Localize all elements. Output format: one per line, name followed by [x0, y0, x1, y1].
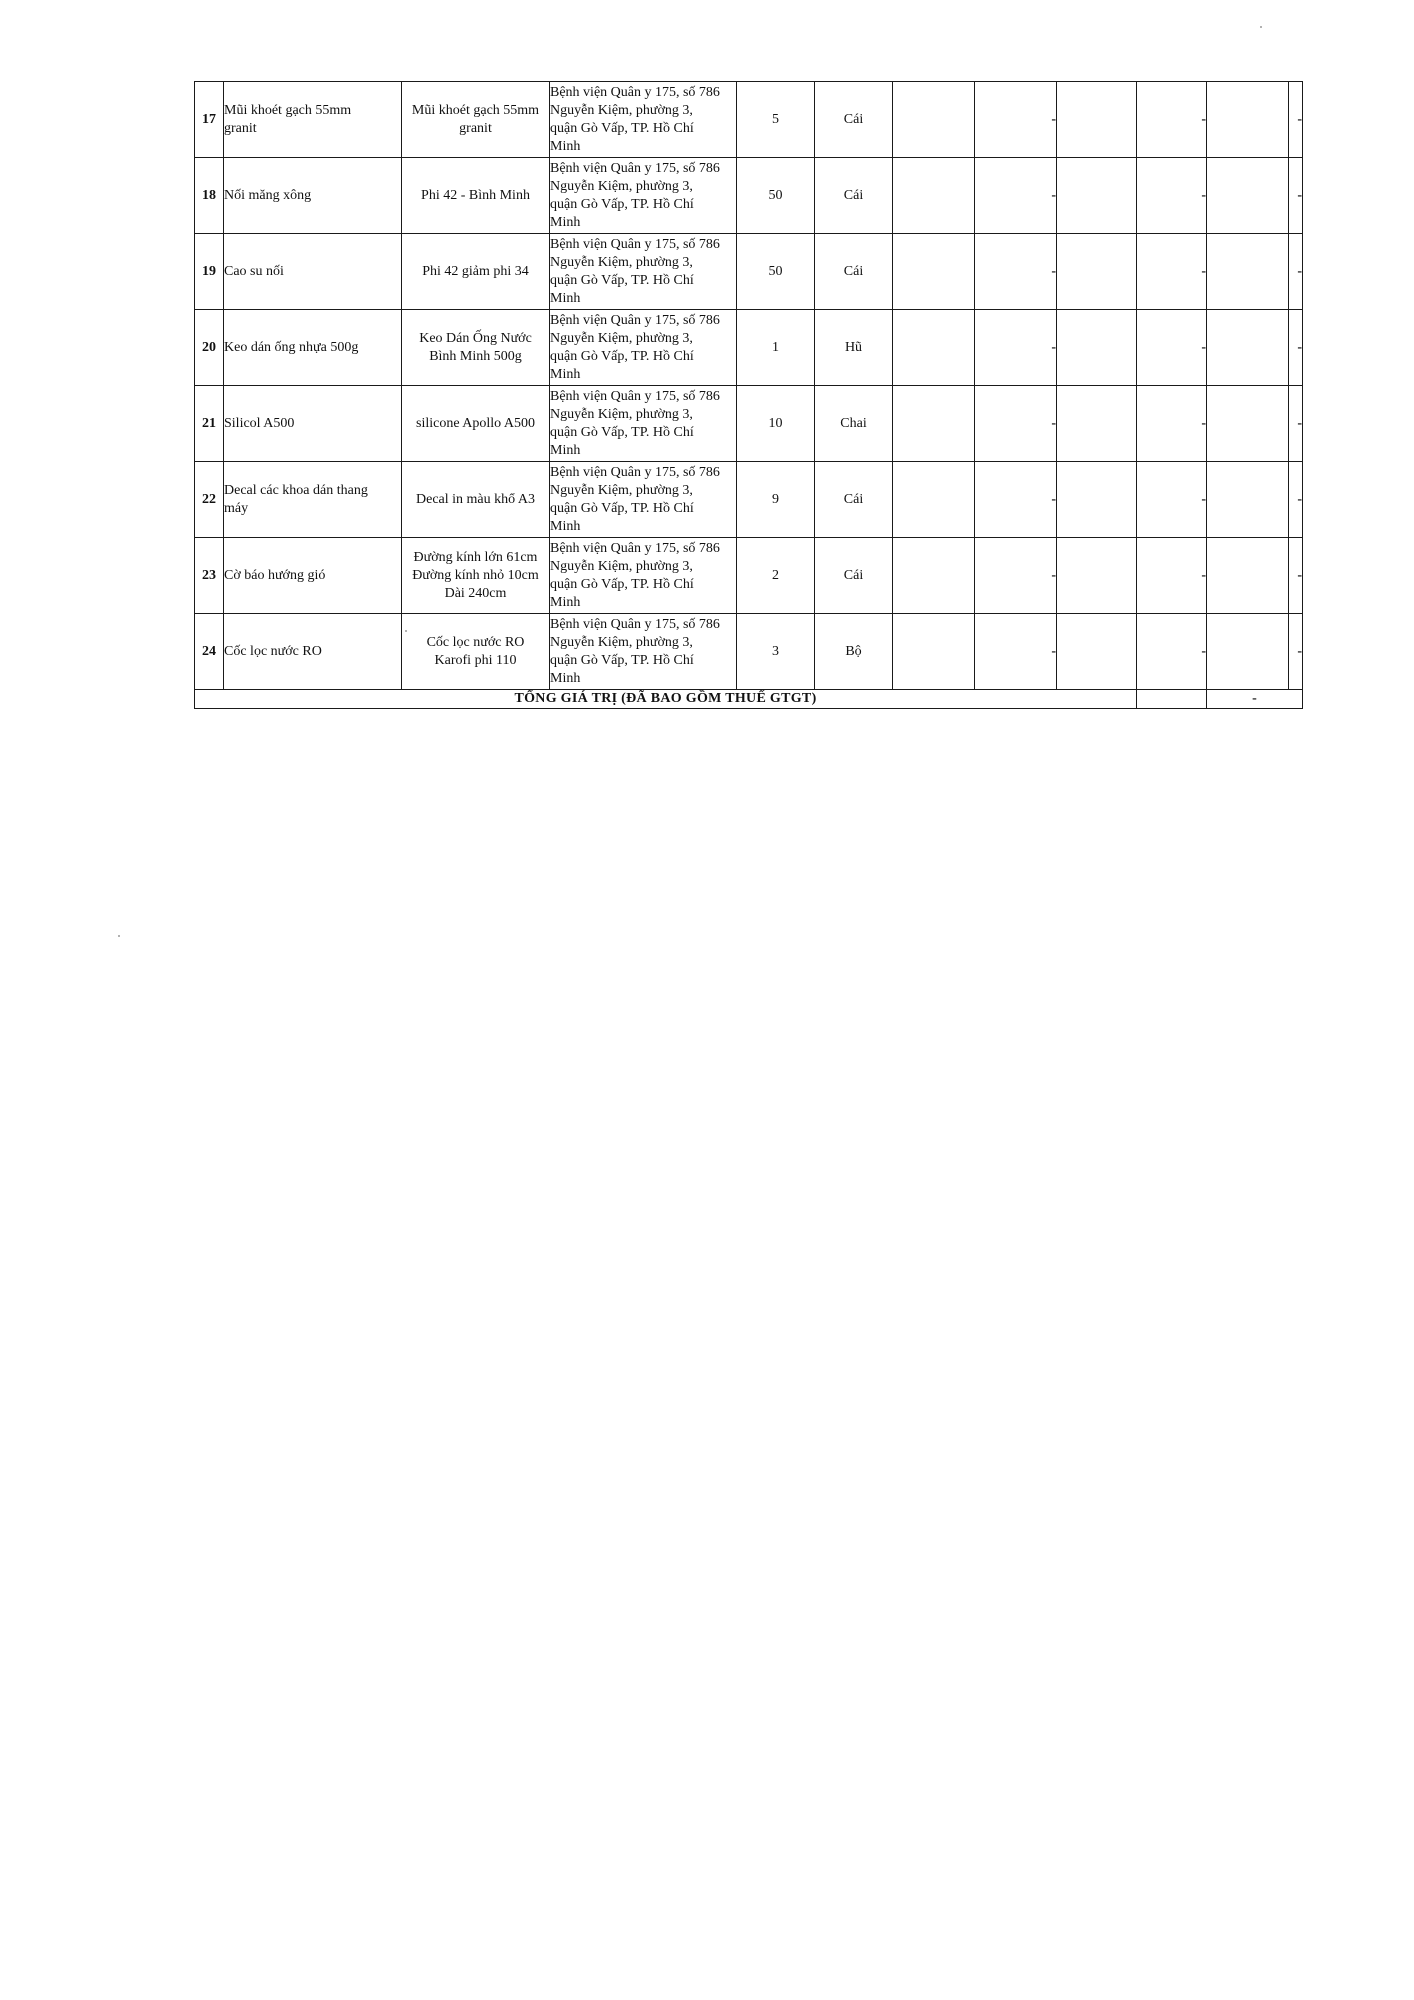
- quotation-table: [194, 81, 1303, 709]
- delivery-address-line: quận Gò Vấp, TP. Hồ Chí: [550, 120, 694, 136]
- delivery-address-line: Bệnh viện Quân y 175, số 786: [550, 312, 720, 328]
- delivery-address-line: quận Gò Vấp, TP. Hồ Chí: [550, 500, 694, 516]
- line-total-cell: [1137, 386, 1207, 462]
- unit-price-dash: -: [1051, 263, 1056, 279]
- table-row: [195, 538, 1303, 614]
- empty-cell: [893, 234, 975, 310]
- unit-price-cell: [975, 310, 1057, 386]
- unit-cell: [815, 538, 893, 614]
- item-spec-line: granit: [459, 120, 492, 136]
- unit-price-cell: [975, 614, 1057, 690]
- unit-cell: [815, 462, 893, 538]
- empty-cell: [1207, 310, 1289, 386]
- delivery-address-line: Nguyễn Kiệm, phường 3,: [550, 634, 693, 650]
- item-name-cell: [224, 310, 402, 386]
- item-spec-cell: [402, 614, 550, 690]
- delivery-address-line: quận Gò Vấp, TP. Hồ Chí: [550, 424, 694, 440]
- empty-cell: [893, 310, 975, 386]
- vat-total-dash: -: [1297, 187, 1302, 203]
- quantity-value: 1: [772, 339, 779, 355]
- delivery-address-line: Bệnh viện Quân y 175, số 786: [550, 84, 720, 100]
- unit-price-cell: [975, 538, 1057, 614]
- item-name-cell: [224, 234, 402, 310]
- unit-cell: [815, 310, 893, 386]
- unit-price-dash: -: [1051, 643, 1056, 659]
- unit-price-dash: -: [1051, 339, 1056, 355]
- vat-total-cell: [1289, 234, 1303, 310]
- item-spec-line: silicone Apollo A500: [416, 415, 535, 431]
- unit-price-cell: [975, 386, 1057, 462]
- quantity-value: 2: [772, 567, 779, 583]
- quantity-cell: [737, 82, 815, 158]
- empty-cell: [1207, 158, 1289, 234]
- quantity-cell: [737, 614, 815, 690]
- empty-cell: [1057, 538, 1137, 614]
- delivery-address-line: Bệnh viện Quân y 175, số 786: [550, 236, 720, 252]
- delivery-address-line: Bệnh viện Quân y 175, số 786: [550, 388, 720, 404]
- delivery-address-line: Nguyễn Kiệm, phường 3,: [550, 406, 693, 422]
- empty-cell: [1207, 614, 1289, 690]
- unit-price-dash: -: [1051, 491, 1056, 507]
- delivery-address-cell: [550, 614, 737, 690]
- quantity-value: 3: [772, 643, 779, 659]
- delivery-address-line: Minh: [550, 518, 581, 534]
- line-total-dash: -: [1201, 263, 1206, 279]
- quantity-cell: [737, 462, 815, 538]
- line-total-dash: -: [1201, 567, 1206, 583]
- vat-total-cell: [1289, 614, 1303, 690]
- unit-value: Cái: [843, 111, 864, 127]
- quantity-value: 50: [768, 187, 783, 203]
- delivery-address-line: Bệnh viện Quân y 175, số 786: [550, 540, 720, 556]
- empty-cell: [893, 614, 975, 690]
- unit-value: Cái: [843, 263, 864, 279]
- item-number: 20: [202, 339, 216, 355]
- delivery-address-line: quận Gò Vấp, TP. Hồ Chí: [550, 576, 694, 592]
- table-row: [195, 614, 1303, 690]
- empty-cell: [1207, 462, 1289, 538]
- delivery-address-line: Minh: [550, 290, 581, 306]
- delivery-address-line: Bệnh viện Quân y 175, số 786: [550, 464, 720, 480]
- delivery-address-line: quận Gò Vấp, TP. Hồ Chí: [550, 348, 694, 364]
- delivery-address-line: Minh: [550, 442, 581, 458]
- grand-total-label: TỔNG GIÁ TRỊ (ĐÃ BAO GỒM THUẾ GTGT): [195, 690, 1137, 709]
- table-row: [195, 82, 1303, 158]
- line-total-cell: [1137, 538, 1207, 614]
- item-spec-line: Cốc lọc nước RO: [426, 634, 525, 650]
- delivery-address-line: Nguyễn Kiệm, phường 3,: [550, 102, 693, 118]
- vat-total-dash: -: [1297, 491, 1302, 507]
- line-total-dash: -: [1201, 415, 1206, 431]
- scan-speck: [1260, 26, 1262, 28]
- unit-value: Bộ: [845, 643, 862, 659]
- empty-cell: [1207, 386, 1289, 462]
- item-spec-line: Keo Dán Ống Nước: [419, 330, 532, 346]
- line-total-cell: [1137, 82, 1207, 158]
- item-name-line: Cờ báo hướng gió: [224, 567, 326, 583]
- table-row: [195, 234, 1303, 310]
- line-total-cell: [1137, 614, 1207, 690]
- delivery-address-line: Nguyễn Kiệm, phường 3,: [550, 254, 693, 270]
- vat-total-dash: -: [1297, 111, 1302, 127]
- delivery-address-cell: [550, 538, 737, 614]
- vat-total-cell: [1289, 82, 1303, 158]
- quantity-value: 10: [768, 415, 783, 431]
- item-name-line: Cốc lọc nước RO: [224, 643, 322, 659]
- unit-cell: [815, 234, 893, 310]
- delivery-address-cell: [550, 234, 737, 310]
- empty-cell: [893, 158, 975, 234]
- scan-speck: [118, 935, 120, 937]
- empty-cell: [1057, 614, 1137, 690]
- unit-cell: [815, 614, 893, 690]
- unit-price-dash: -: [1051, 187, 1056, 203]
- scan-speck: [405, 630, 407, 632]
- unit-value: Cái: [843, 567, 864, 583]
- item-number-cell: [195, 158, 224, 234]
- empty-cell: [1207, 234, 1289, 310]
- unit-price-cell: [975, 82, 1057, 158]
- vat-total-cell: [1289, 462, 1303, 538]
- line-total-dash: -: [1201, 339, 1206, 355]
- empty-cell: [1057, 386, 1137, 462]
- item-name-cell: [224, 538, 402, 614]
- empty-cell: [1207, 82, 1289, 158]
- item-name-line: Cao su nối: [224, 263, 284, 279]
- delivery-address-line: Nguyễn Kiệm, phường 3,: [550, 482, 693, 498]
- vat-total-dash: -: [1297, 339, 1302, 355]
- quantity-value: 9: [772, 491, 779, 507]
- item-name-line: Decal các khoa dán thang: [224, 482, 368, 498]
- delivery-address-cell: [550, 158, 737, 234]
- item-spec-line: Phi 42 giảm phi 34: [422, 263, 529, 279]
- item-spec-cell: [402, 386, 550, 462]
- delivery-address-cell: [550, 310, 737, 386]
- empty-cell: [1057, 234, 1137, 310]
- item-spec-cell: [402, 234, 550, 310]
- line-total-cell: [1137, 234, 1207, 310]
- unit-price-cell: [975, 462, 1057, 538]
- quantity-cell: [737, 310, 815, 386]
- total-row: [195, 690, 1303, 709]
- item-number-cell: [195, 234, 224, 310]
- unit-price-dash: -: [1051, 111, 1056, 127]
- item-name-line: máy: [224, 500, 249, 516]
- quantity-value: 50: [768, 263, 783, 279]
- item-name-line: Mũi khoét gạch 55mm: [224, 102, 352, 118]
- vat-total-cell: [1289, 386, 1303, 462]
- grand-total-value: -: [1207, 690, 1303, 709]
- empty-cell: [1057, 158, 1137, 234]
- item-spec-line: Phi 42 - Bình Minh: [421, 187, 530, 203]
- item-name-line: granit: [224, 120, 257, 136]
- item-spec-cell: [402, 462, 550, 538]
- item-number-cell: [195, 82, 224, 158]
- empty-cell: [893, 462, 975, 538]
- table-row: [195, 310, 1303, 386]
- item-spec-line: Bình Minh 500g: [429, 348, 522, 364]
- unit-price-cell: [975, 158, 1057, 234]
- table-row: [195, 386, 1303, 462]
- empty-cell: [1207, 538, 1289, 614]
- item-number: 23: [202, 567, 216, 583]
- item-name-cell: [224, 158, 402, 234]
- table-row: [195, 158, 1303, 234]
- delivery-address-line: Nguyễn Kiệm, phường 3,: [550, 558, 693, 574]
- table-body: [195, 82, 1303, 709]
- item-name-cell: [224, 614, 402, 690]
- line-total-dash: -: [1201, 187, 1206, 203]
- empty-cell: [1057, 462, 1137, 538]
- empty-cell: [893, 82, 975, 158]
- item-number: 19: [202, 263, 216, 279]
- line-total-cell: [1137, 310, 1207, 386]
- empty-cell: [1057, 82, 1137, 158]
- vat-total-cell: [1289, 158, 1303, 234]
- quantity-value: 5: [772, 111, 779, 127]
- item-spec-line: Karofi phi 110: [434, 652, 517, 668]
- unit-cell: [815, 82, 893, 158]
- vat-total-dash: -: [1297, 415, 1302, 431]
- delivery-address-line: Nguyễn Kiệm, phường 3,: [550, 178, 693, 194]
- line-total-cell: [1137, 158, 1207, 234]
- empty-cell: [893, 386, 975, 462]
- item-spec-line: Đường kính nhỏ 10cm: [412, 567, 539, 583]
- line-total-dash: -: [1201, 111, 1206, 127]
- item-number-cell: [195, 614, 224, 690]
- item-name-line: Silicol A500: [224, 415, 295, 431]
- item-name-line: Keo dán ống nhựa 500g: [224, 339, 359, 355]
- item-spec-line: Dài 240cm: [444, 585, 507, 601]
- item-number: 18: [202, 187, 216, 203]
- item-spec-line: Đường kính lớn 61cm: [413, 549, 538, 565]
- table-row: [195, 462, 1303, 538]
- unit-cell: [815, 158, 893, 234]
- item-number-cell: [195, 462, 224, 538]
- vat-total-dash: -: [1297, 567, 1302, 583]
- quantity-cell: [737, 234, 815, 310]
- line-total-dash: -: [1201, 491, 1206, 507]
- item-spec-cell: [402, 82, 550, 158]
- empty-cell: [1137, 690, 1207, 709]
- unit-price-cell: [975, 234, 1057, 310]
- empty-cell: [1057, 310, 1137, 386]
- unit-price-dash: -: [1051, 415, 1056, 431]
- quantity-cell: [737, 538, 815, 614]
- item-number-cell: [195, 310, 224, 386]
- empty-cell: [893, 538, 975, 614]
- delivery-address-line: Nguyễn Kiệm, phường 3,: [550, 330, 693, 346]
- item-number: 17: [202, 111, 216, 127]
- item-name-cell: [224, 386, 402, 462]
- vat-total-dash: -: [1297, 643, 1302, 659]
- delivery-address-line: Minh: [550, 594, 581, 610]
- item-name-cell: [224, 462, 402, 538]
- delivery-address-line: Minh: [550, 214, 581, 230]
- quantity-cell: [737, 158, 815, 234]
- delivery-address-line: quận Gò Vấp, TP. Hồ Chí: [550, 652, 694, 668]
- vat-total-dash: -: [1297, 263, 1302, 279]
- item-number-cell: [195, 386, 224, 462]
- item-number: 22: [202, 491, 216, 507]
- delivery-address-cell: [550, 386, 737, 462]
- vat-total-cell: [1289, 538, 1303, 614]
- item-spec-line: Mũi khoét gạch 55mm: [411, 102, 540, 118]
- unit-value: Hũ: [844, 339, 863, 355]
- delivery-address-line: Bệnh viện Quân y 175, số 786: [550, 160, 720, 176]
- delivery-address-line: quận Gò Vấp, TP. Hồ Chí: [550, 196, 694, 212]
- item-number: 24: [202, 643, 216, 659]
- delivery-address-cell: [550, 462, 737, 538]
- item-spec-line: Decal in màu khổ A3: [416, 491, 535, 507]
- unit-price-dash: -: [1051, 567, 1056, 583]
- delivery-address-line: Bệnh viện Quân y 175, số 786: [550, 616, 720, 632]
- item-number-cell: [195, 538, 224, 614]
- line-total-dash: -: [1201, 643, 1206, 659]
- item-spec-cell: [402, 538, 550, 614]
- delivery-address-line: Minh: [550, 138, 581, 154]
- vat-total-cell: [1289, 310, 1303, 386]
- item-spec-cell: [402, 310, 550, 386]
- delivery-address-line: quận Gò Vấp, TP. Hồ Chí: [550, 272, 694, 288]
- line-total-cell: [1137, 462, 1207, 538]
- delivery-address-line: Minh: [550, 670, 581, 686]
- quantity-cell: [737, 386, 815, 462]
- delivery-address-line: Minh: [550, 366, 581, 382]
- item-name-cell: [224, 82, 402, 158]
- item-number: 21: [202, 415, 216, 431]
- delivery-address-cell: [550, 82, 737, 158]
- item-spec-cell: [402, 158, 550, 234]
- unit-value: Cái: [843, 187, 864, 203]
- unit-value: Chai: [840, 415, 867, 431]
- unit-cell: [815, 386, 893, 462]
- item-name-line: Nối măng xông: [224, 187, 312, 203]
- unit-value: Cái: [843, 491, 864, 507]
